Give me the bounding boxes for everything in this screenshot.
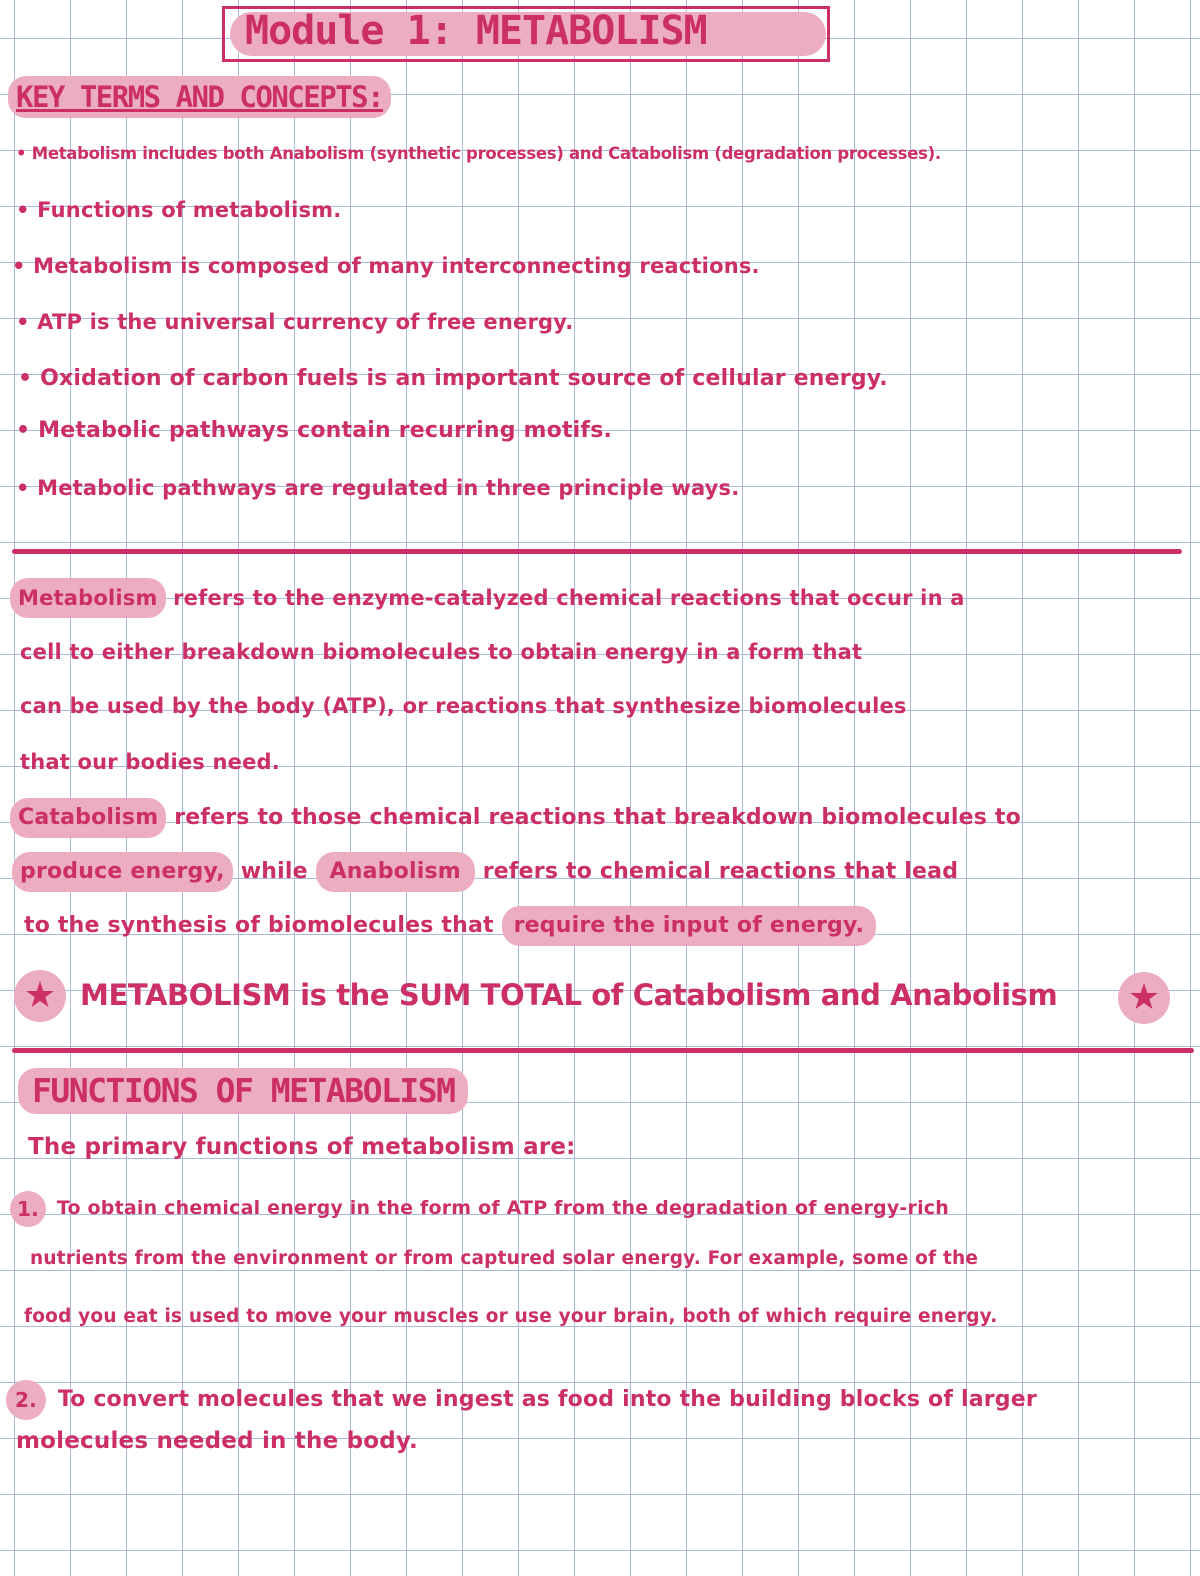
metabolism-term: Metabolism <box>10 578 166 618</box>
bullet-icon: • <box>16 418 31 443</box>
anabolism-term: Anabolism <box>316 852 475 892</box>
star-icon: ★ <box>14 970 66 1022</box>
functions-intro: The primary functions of metabolism are: <box>28 1134 576 1160</box>
catabolism-line: Catabolism refers to those chemical reactions that breakdown biomolecules to <box>10 798 1021 838</box>
bullet-icon: • <box>16 144 27 163</box>
list-item: • ATP is the universal currency of free energy. <box>16 310 574 334</box>
definition-line: Metabolism refers to the enzyme-catalyzed chemical reactions that occur in a <box>10 578 965 618</box>
bullet-icon: • <box>16 198 30 222</box>
page-title: Module 1: METABOLISM <box>245 8 707 54</box>
definition-line: to the synthesis of biomolecules that require the input of energy. <box>24 906 876 946</box>
function-item-2: 2. To convert molecules that we ingest as food into the building blocks of larger <box>6 1380 1037 1420</box>
list-item: • Metabolism is composed of many interconnecting reactions. <box>12 254 760 278</box>
function-line: nutrients from the environment or from captured solar energy. For example, some of the <box>30 1248 979 1269</box>
list-item: • Functions of metabolism. <box>16 198 342 222</box>
number-badge: 1. <box>10 1191 46 1227</box>
require-energy-highlight: require the input of energy. <box>502 906 876 946</box>
definition-line: that our bodies need. <box>20 750 280 774</box>
list-item: • Metabolic pathways contain recurring motifs. <box>16 418 613 443</box>
definition-line: cell to either breakdown biomolecules to obtain energy in a form that <box>20 640 863 664</box>
number-badge: 2. <box>6 1380 46 1420</box>
definition-line: can be used by the body (ATP), or reactions that synthesize biomolecules <box>20 694 907 718</box>
bullet-icon: • <box>18 366 33 391</box>
list-item: • Metabolism includes both Anabolism (synthetic processes) and Catabolism (degradation processes). <box>16 144 941 163</box>
produce-energy-highlight: produce energy, <box>12 852 233 892</box>
bullet-icon: • <box>16 310 30 334</box>
key-terms-heading: KEY TERMS AND CONCEPTS: <box>8 76 391 118</box>
bullet-icon: • <box>16 476 30 500</box>
function-line: molecules needed in the body. <box>16 1428 418 1454</box>
catabolism-term: Catabolism <box>10 798 166 838</box>
section-divider <box>12 549 1182 554</box>
anabolism-line: produce energy, while Anabolism refers to chemical reactions that lead <box>12 852 958 892</box>
list-item: • Oxidation of carbon fuels is an important source of cellular energy. <box>18 366 888 391</box>
section-divider <box>12 1048 1194 1053</box>
list-item: • Metabolic pathways are regulated in three principle ways. <box>16 476 740 500</box>
star-icon: ★ <box>1118 972 1170 1024</box>
bullet-icon: • <box>12 254 26 278</box>
function-line: food you eat is used to move your muscles or use your brain, both of which require energy. <box>24 1306 998 1327</box>
functions-heading: FUNCTIONS OF METABOLISM <box>18 1068 468 1114</box>
function-item-1: 1. To obtain chemical energy in the form of ATP from the degradation of energy-rich <box>10 1190 949 1227</box>
summary-statement: METABOLISM is the SUM TOTAL of Catabolism and Anabolism <box>80 978 1058 1012</box>
